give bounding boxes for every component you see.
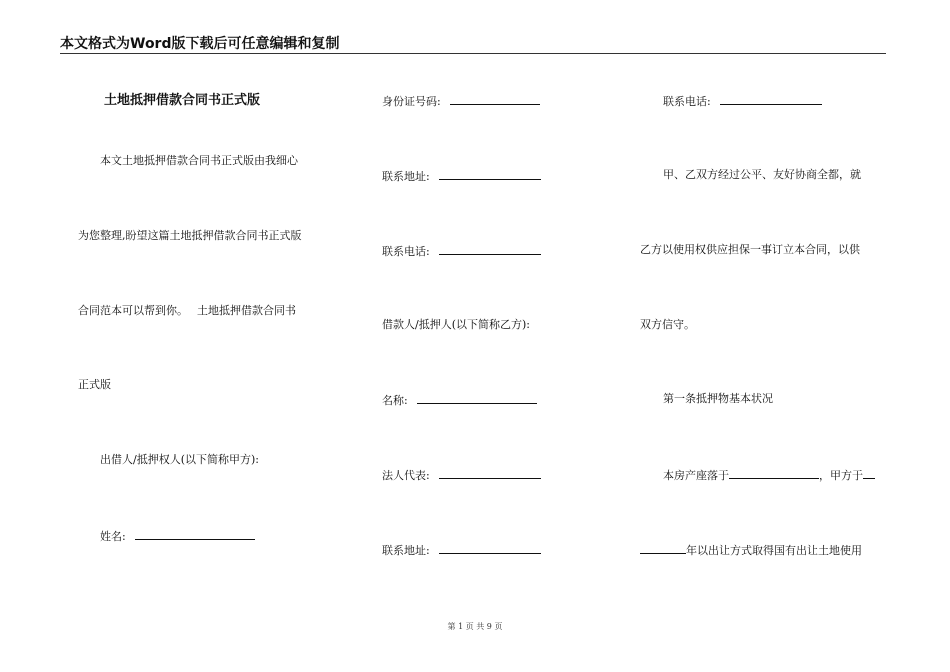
party-b-address-label: 联系地址: (382, 544, 430, 557)
page-header: 本文格式为Word版下载后可任意编辑和复制 (60, 35, 886, 54)
party-a-phone-field (382, 243, 541, 259)
para1-line-2: 乙方以使用权供应担保一事订立本合同，以供 (640, 243, 860, 256)
year-blank (640, 542, 686, 554)
address-blank (439, 168, 541, 180)
legal-rep-label: 法人代表: (382, 469, 430, 482)
party-a-on-label: ，甲方于 (819, 469, 863, 482)
phone-label: 联系电话: (382, 245, 430, 258)
para1-line-3: 双方信守。 (640, 318, 695, 331)
para2-line-1 (663, 467, 875, 483)
id-number-blank (450, 93, 540, 105)
party-b-address-blank (439, 542, 541, 554)
para2-line-2-text: 年以出让方式取得国有出让土地使用 (686, 544, 862, 557)
year-blank-start (863, 467, 875, 479)
intro-line-1: 本文土地抵押借款合同书正式版由我细心 (100, 154, 298, 167)
party-a-name-field (100, 528, 255, 544)
name-label: 姓名: (100, 530, 126, 543)
location-label: 本房产座落于 (663, 469, 729, 482)
page-number: 第 1 页 共 9 页 (447, 622, 503, 631)
intro-line-2: 为您整理,盼望这篇土地抵押借款合同书正式版 (78, 229, 302, 242)
party-a-heading: 出借人/抵押权人(以下简称甲方): (100, 453, 259, 466)
para2-line-2 (640, 542, 862, 558)
party-b-phone-blank (720, 93, 822, 105)
legal-rep-blank (439, 467, 541, 479)
id-number-field (382, 93, 540, 109)
intro-line-3: 合同范本可以帮到你。 土地抵押借款合同书 (78, 304, 296, 317)
name-blank (135, 528, 255, 540)
phone-blank (439, 243, 541, 255)
party-b-name-field (382, 392, 537, 408)
para1-line-1: 甲、乙双方经过公平、友好协商全都，就 (663, 168, 861, 181)
party-b-name-blank (417, 392, 537, 404)
party-b-name-label: 名称: (382, 394, 408, 407)
party-b-heading: 借款人/抵押人(以下简称乙方): (382, 318, 530, 331)
intro-line-4: 正式版 (78, 378, 111, 391)
legal-rep-field (382, 467, 541, 483)
article-1-heading: 第一条抵押物基本状况 (663, 392, 773, 405)
party-b-address-field (382, 542, 541, 558)
document-title: 土地抵押借款合同书正式版 (104, 93, 261, 108)
id-number-label: 身份证号码: (382, 95, 441, 108)
party-b-phone-label: 联系电话: (663, 95, 711, 108)
party-b-phone-field (663, 93, 822, 109)
address-label: 联系地址: (382, 170, 430, 183)
party-a-address-field (382, 168, 541, 184)
location-blank (729, 467, 819, 479)
